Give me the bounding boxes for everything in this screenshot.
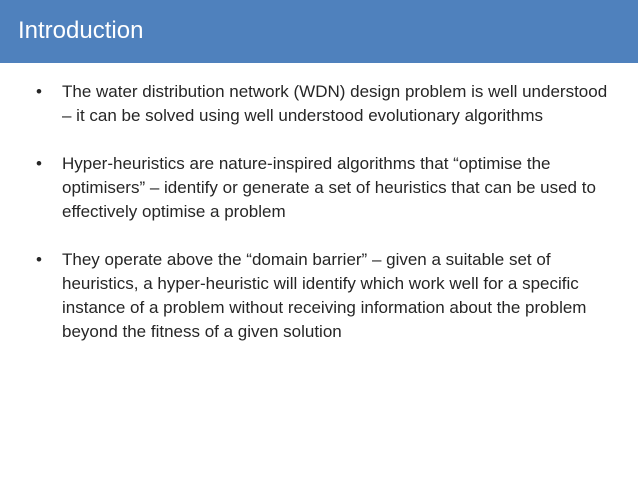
bullet-marker: • — [36, 82, 42, 101]
bullet-marker: • — [36, 154, 42, 173]
bullet-item — [36, 152, 608, 224]
bullet-item — [36, 248, 608, 344]
bullet-text: The water distribution network (WDN) design problem is well understood – it can be solved using well understood evolutionary algorithms — [62, 82, 608, 125]
bullet-list — [36, 80, 608, 344]
bullet-item — [36, 80, 608, 128]
title-bar — [0, 0, 638, 63]
bullet-text: They operate above the “domain barrier” – given a suitable set of heuristics, a hyper-heuristic will identify which work well for a specific instance of a problem without receiving information about the problem beyond the fitness of a given solution — [62, 250, 587, 341]
slide-title: Introduction — [18, 17, 144, 44]
bullet-text: Hyper-heuristics are nature-inspired algorithms that “optimise the optimisers” – identify or generate a set of heuristics that can be used to effectively optimise a problem — [62, 154, 596, 221]
bullet-marker: • — [36, 250, 42, 269]
